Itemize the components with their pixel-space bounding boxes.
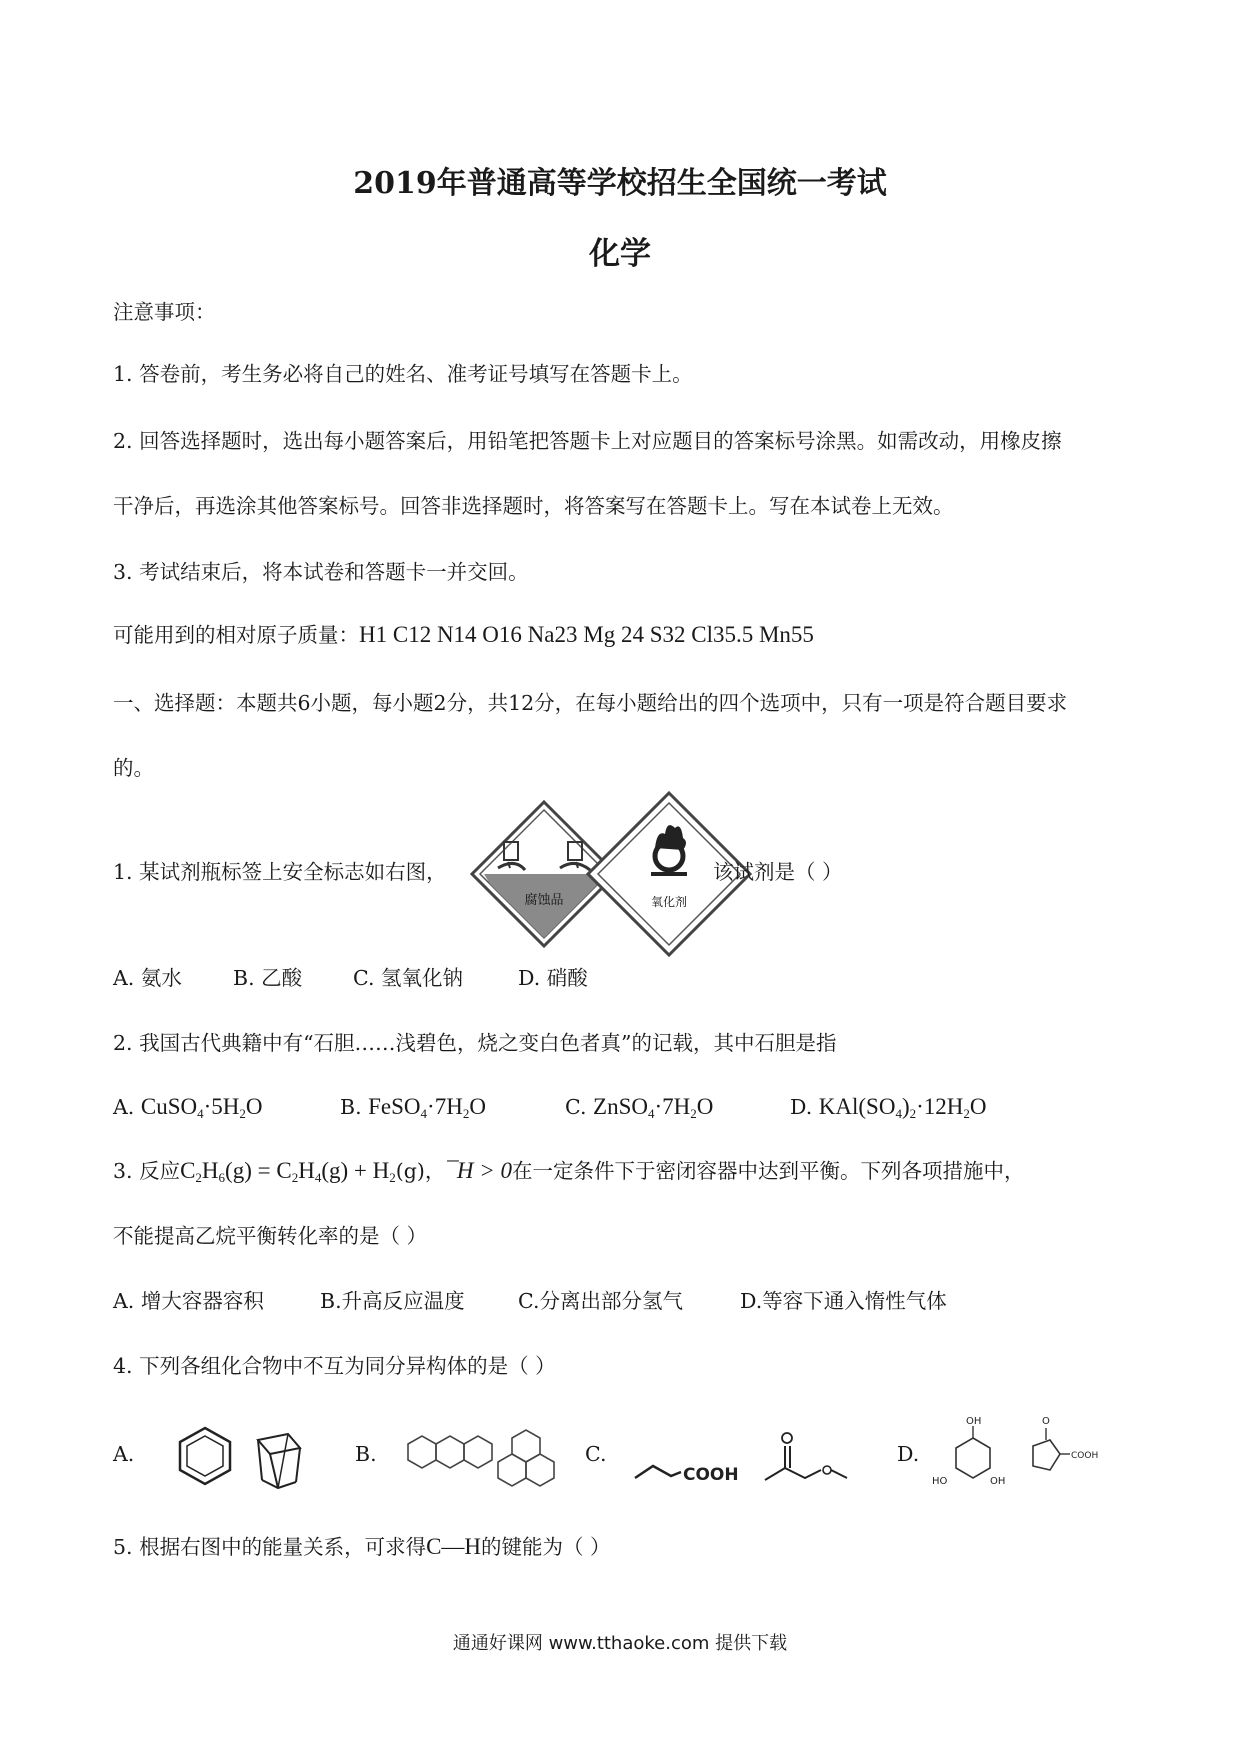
anthracene-phenalene-icon [388,1416,558,1496]
notes-item-2-line-1: 2. 回答选择题时，选出每小题答案后，用铅笔把答题卡上对应题目的答案标号涂黑。如需改动，用橡皮擦 [113,429,1062,453]
exam-title: 2019年普通高等学校招生全国统一考试 [353,166,887,201]
q4-b-structures [388,1416,558,1496]
atomic-mass-line [113,621,814,649]
q2-option-d [790,1093,987,1128]
subject-title: 化学 [589,236,651,272]
q3-option-b: B.升高反应温度 [320,1289,465,1313]
q2-c-formula: $ZnSO_4\cdot 7H_2O$ [593,1094,714,1121]
q5-stem [113,1533,611,1561]
q2-d-label: D. [790,1095,813,1119]
q1-stem-after: 该试剂是（ ） [713,860,843,884]
notes-heading: 注意事项： [113,300,216,324]
section-1-line-1: 一、选择题：本题共6小题，每小题2分，共12分，在每小题给出的四个选项中，只有一项是符合题目要求 [113,691,1068,715]
q3-reaction-end: (g)， [395,1159,446,1183]
atomic-mass-values: H1 C12 N14 O16 Na23 Mg 24 S32 Cl35.5 Mn55 [359,622,814,647]
q3-option-a: A. 增大容器容积 [113,1289,264,1313]
q3-prefix: 3. 反应 [113,1159,181,1183]
propanoic-acid-methyl-acetate-icon [615,1410,865,1500]
q3-line-2: 不能提高乙烷平衡转化率的是（ ） [113,1224,428,1248]
q3-option-c: C.分离出部分氢气 [518,1289,683,1313]
q3-option-d: D.等容下通入惰性气体 [740,1289,947,1313]
q4-a-structures [150,1418,370,1498]
q3-rest: 在一定条件下于密闭容器中达到平衡。下列各项措施中， [511,1159,1025,1183]
q1-option-b: B. 乙酸 [233,966,303,990]
q3-reaction: $C_2H_6(g) = C_2H_4(g) + H_2$ [180,1158,396,1185]
q4-stem: 4. 下列各组化合物中不互为同分异构体的是（ ） [113,1354,556,1378]
q2-b-label: B. [340,1095,362,1119]
q4-a-label: A. [113,1442,135,1466]
q1-stem-before: 1. 某试剂瓶标签上安全标志如右图， [113,860,447,884]
cooh-small-label: COOH [1071,1451,1099,1461]
notes-item-1: 1. 答卷前，考生务必将自己的姓名、准考证号填写在答题卡上。 [113,362,693,386]
q1-option-a: A. 氨水 [113,966,182,990]
q2-option-b [340,1093,486,1128]
q2-stem: 2. 我国古代典籍中有“石胆……浅碧色，烧之变白色者真”的记载，其中石胆是指 [113,1031,837,1055]
section-1-line-2: 的。 [113,756,154,780]
q2-d-formula: $KAl(SO_4)_2\cdot 12H_2O$ [818,1094,987,1121]
q1-option-d: D. 硝酸 [518,966,588,990]
atomic-mass-label: 可能用到的相对原子质量： [113,623,359,647]
q2-option-a [113,1093,263,1128]
corrosive-label: 腐蚀品 [524,893,564,908]
oh-top-label: OH [966,1416,982,1427]
notes-item-2-line-2: 干净后，再选涂其他答案标号。回答非选择题时，将答案写在答题卡上。写在本试卷上无效。 [113,494,954,518]
q3-line-1 [113,1157,1024,1192]
q4-d-label: D. [897,1442,920,1466]
oxidizer-label: 氧化剂 [650,895,688,909]
cooh-label: COOH [683,1465,739,1485]
q2-c-label: C. [565,1095,587,1119]
q1-option-c: C. 氢氧化钠 [353,966,463,990]
page-footer: 通通好课网 www.tthaoke.com 提供下载 [452,1633,788,1654]
q5-stem-before: 5. 根据右图中的能量关系，可求得 [113,1535,427,1559]
benzene-prismane-icon [150,1418,370,1498]
q4-c-structures [615,1410,865,1500]
q2-b-formula: $FeSO_4\cdot 7H_2O$ [368,1094,486,1121]
notes-item-3: 3. 考试结束后，将本试卷和答题卡一并交回。 [113,560,529,584]
q2-a-label: A. [113,1095,135,1119]
ketone-o-label: O [1042,1416,1050,1427]
q2-option-c [565,1093,713,1128]
q5-bond: C—H [426,1534,482,1559]
q4-d-structures [928,1410,1108,1500]
q2-a-formula: $CuSO_4\cdot 5H_2O$ [140,1094,263,1121]
oh-left-label: HO [932,1476,948,1487]
q5-stem-after: 的键能为（ ） [481,1535,611,1559]
q4-b-label: B. [355,1442,377,1466]
oh-right-label: OH [990,1476,1006,1487]
q4-c-label: C. [585,1442,607,1466]
phloroglucinol-cyclopentenone-icon [928,1410,1108,1500]
q3-delta-h: ¯H > 0 [445,1158,512,1183]
